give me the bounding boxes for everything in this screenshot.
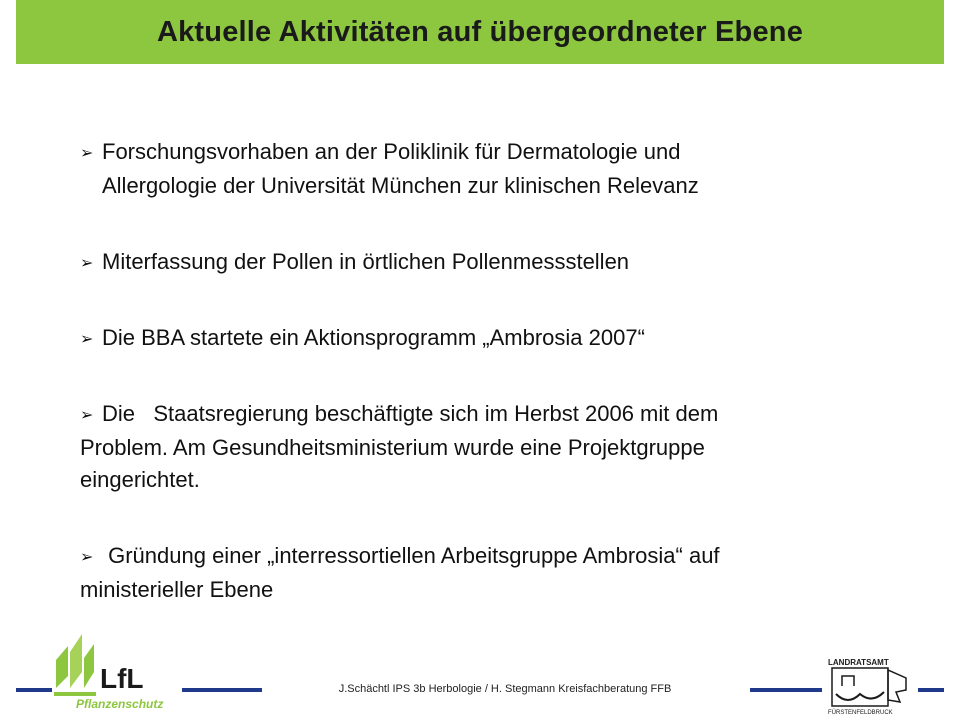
title-bar (16, 0, 944, 64)
bullet-item (80, 246, 880, 280)
bullet-item (80, 136, 880, 202)
bullet-item (80, 322, 880, 356)
arrowhead-bullet-icon: ➢ (80, 549, 94, 566)
bullet-text: Problem. Am Gesundheitsministerium wurde eine Projektgruppe (80, 435, 705, 460)
arrowhead-bullet-icon: ➢ (80, 255, 94, 272)
bullet-text: Die Staatsregierung beschäftigte sich im Herbst 2006 mit dem (102, 401, 719, 426)
footer-divider (918, 688, 944, 692)
footer-credit: J.Schächtl IPS 3b Herbologie / H. Stegmann Kreisfachberatung FFB (338, 683, 672, 695)
bullet-text: Die BBA startete ein Aktionsprogramm „Ambrosia 2007“ (102, 325, 645, 350)
bullet-text: Forschungsvorhaben an der Poliklinik für Dermatologie und (102, 139, 681, 164)
landratsamt-subtitle: FÜRSTENFELDBRUCK (828, 710, 893, 716)
bullet-text: Allergologie der Universität München zur klinischen Relevanz (102, 173, 699, 198)
footer-divider (182, 688, 262, 692)
lfl-logo (50, 632, 180, 712)
lfl-wordmark: LfL (100, 663, 144, 694)
leaf-icon (54, 634, 96, 696)
landratsamt-title: LANDRATSAMT (828, 658, 889, 667)
bullet-item (80, 398, 880, 496)
footer-divider (750, 688, 822, 692)
bullet-text: ministerieller Ebene (80, 577, 274, 602)
landratsamt-logo (826, 656, 914, 716)
slide-title: Aktuelle Aktivitäten auf übergeordneter Ebene (156, 15, 804, 48)
arrowhead-bullet-icon: ➢ (80, 145, 94, 162)
bullet-item (80, 540, 880, 606)
lfl-subtitle: Pflanzenschutz (76, 697, 164, 711)
bullet-text: Miterfassung der Pollen in örtlichen Pollenmessstellen (102, 249, 630, 274)
footer-divider (16, 688, 52, 692)
eagle-icon (888, 670, 906, 702)
bullet-text: eingerichtet. (80, 467, 200, 492)
arrowhead-bullet-icon: ➢ (80, 331, 94, 348)
bullet-text: Gründung einer „interressortiellen Arbeitsgruppe Ambrosia“ auf (102, 543, 720, 568)
arrowhead-bullet-icon: ➢ (80, 407, 94, 424)
